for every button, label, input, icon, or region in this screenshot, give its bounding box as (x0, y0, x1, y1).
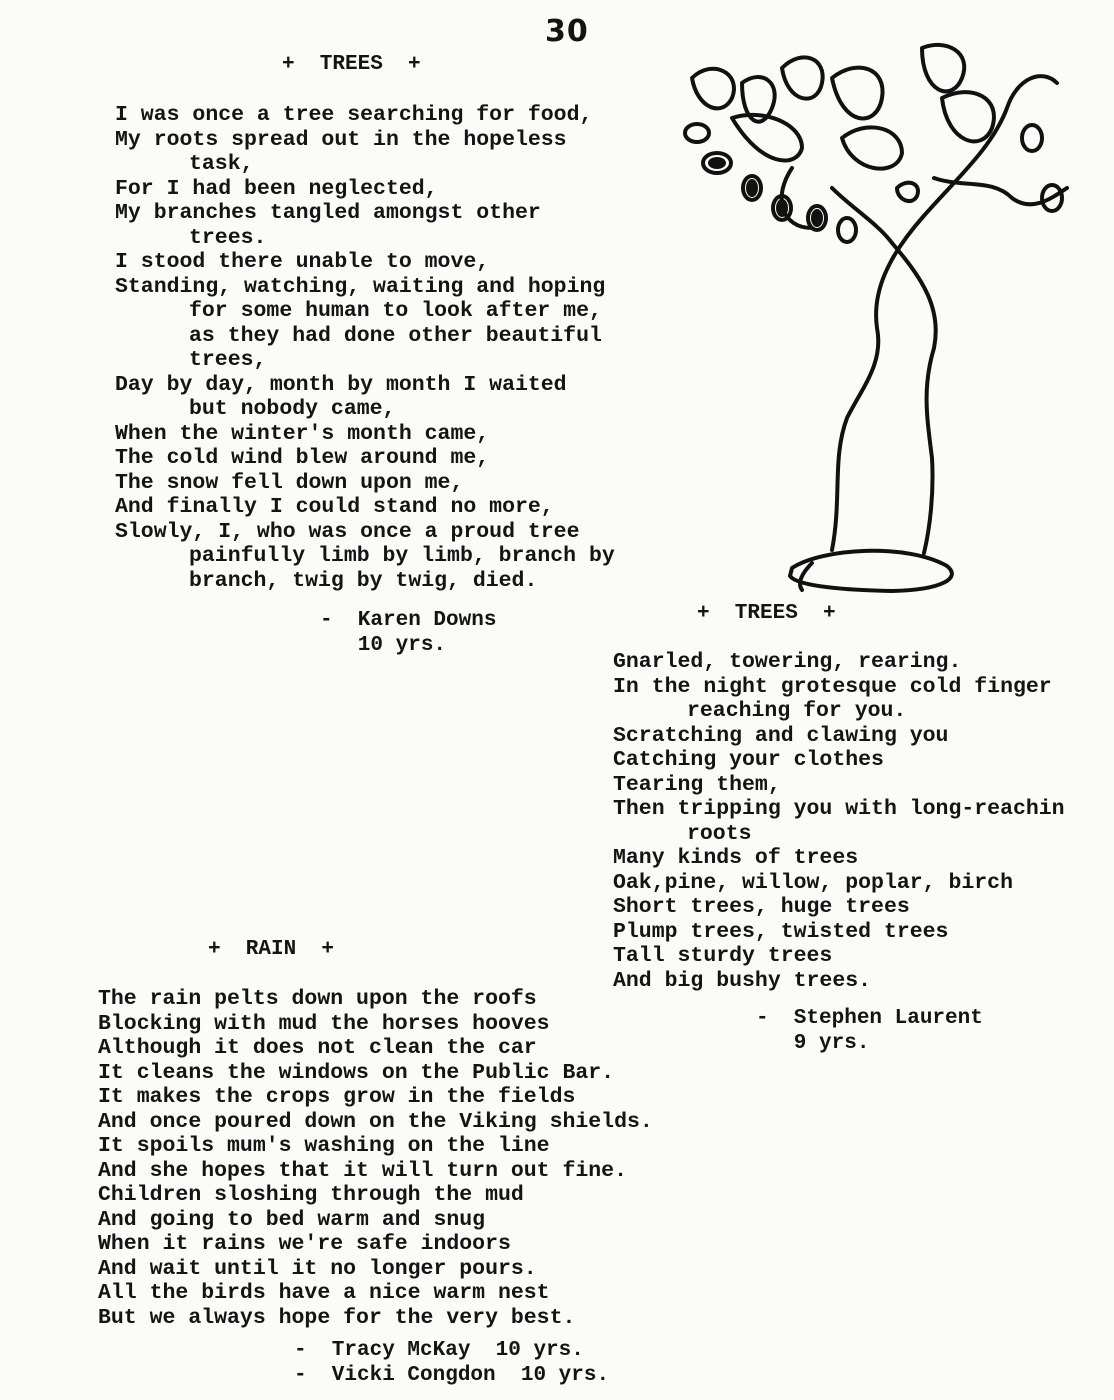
page-number: 30 (545, 14, 589, 49)
poem-rain (98, 987, 653, 1330)
author-name-vicki: - Vicki Congdon 10 yrs. (294, 1364, 610, 1387)
poem-trees-karen (115, 103, 615, 593)
poem-line: Short trees, huge trees (613, 895, 910, 919)
byline-karen-downs (320, 608, 496, 658)
poem-line: And wait until it no longer pours. (98, 1256, 537, 1281)
poem-line: Blocking with mud the horses hooves (98, 1011, 550, 1036)
poem-trees-stephen (613, 650, 1065, 993)
poem-line: And big bushy trees. (613, 968, 872, 993)
poem-line: When the winter's month came, (115, 421, 490, 446)
poem-line: And finally I could stand no more, (115, 495, 554, 519)
poem-line: as they had done other beautiful (189, 323, 602, 348)
poem-line: In the night grotesque cold finger (613, 674, 1052, 699)
author-age: 9 yrs. (756, 1032, 870, 1055)
poem-line: reaching for you. (687, 699, 907, 723)
poem-line: The cold wind blew around me, (115, 446, 490, 470)
poem-line: And she hopes that it will turn out fine. (98, 1158, 627, 1183)
poem-line: But we always hope for the very best. (98, 1305, 576, 1330)
poem-line: It cleans the windows on the Public Bar. (98, 1060, 615, 1085)
poem-line: The snow fell down upon me, (115, 470, 464, 495)
poem-line: My branches tangled amongst other (115, 201, 541, 225)
poem-line: Plump trees, twisted trees (613, 919, 949, 944)
poem-line: And once poured down on the Viking shields. (98, 1109, 653, 1134)
poem-line: My roots spread out in the hopeless (115, 127, 567, 152)
author-name: - Stephen Laurent (756, 1007, 983, 1030)
poem-line: The rain pelts down upon the roofs (98, 987, 537, 1011)
poem-line: It spoils mum's washing on the line (98, 1134, 550, 1158)
poem-line: Although it does not clean the car (98, 1036, 537, 1060)
poem-line: for some human to look after me, (189, 299, 602, 323)
poem-line: Standing, watching, waiting and hoping (115, 274, 606, 299)
poem-line: trees, (189, 348, 267, 372)
poem-line: but nobody came, (189, 397, 396, 421)
poem-line: Many kinds of trees (613, 846, 859, 870)
poem-line: Oak,pine, willow, poplar, birch (613, 870, 1013, 895)
poem-line: All the birds have a nice warm nest (98, 1281, 550, 1305)
poem-line: roots (687, 821, 752, 846)
poem-line: Tearing them, (613, 772, 781, 797)
poem-line: And going to bed warm and snug (98, 1207, 486, 1232)
tree-drawing-icon (672, 38, 1078, 598)
poem-line: Gnarled, towering, rearing. (613, 650, 962, 674)
poem-line: Then tripping you with long-reachin (613, 797, 1065, 821)
poem-line: When it rains we're safe indoors (98, 1232, 511, 1256)
poem-line: I was once a tree searching for food, (115, 103, 593, 127)
poem-line: Tall sturdy trees (613, 944, 833, 968)
poem-line: I stood there unable to move, (115, 250, 490, 274)
poem-line: Children sloshing through the mud (98, 1183, 524, 1207)
author-name-tracy: - Tracy McKay 10 yrs. (294, 1339, 584, 1362)
poem-line: Slowly, I, who was once a proud tree (115, 519, 580, 544)
poem-line: branch, twig by twig, died. (189, 568, 538, 593)
poem-line: For I had been neglected, (115, 176, 438, 201)
poem-title-trees-2: + TREES + (697, 602, 836, 625)
poem-line: task, (189, 152, 254, 176)
poem-line: It makes the crops grow in the fields (98, 1085, 576, 1109)
author-name: - Karen Downs (320, 609, 497, 632)
poem-title-rain: + RAIN + (208, 938, 335, 961)
poem-line: trees. (189, 225, 267, 250)
poem-title-trees-1: + TREES + (282, 53, 421, 76)
poem-line: painfully limb by limb, branch by (189, 544, 615, 568)
poem-line: Scratching and clawing you (613, 723, 949, 748)
byline-rain-authors (294, 1338, 609, 1388)
author-age: 10 yrs. (320, 634, 447, 657)
poem-line: Catching your clothes (613, 748, 884, 772)
byline-stephen-laurent (756, 1006, 983, 1056)
poem-line: Day by day, month by month I waited (115, 372, 567, 397)
